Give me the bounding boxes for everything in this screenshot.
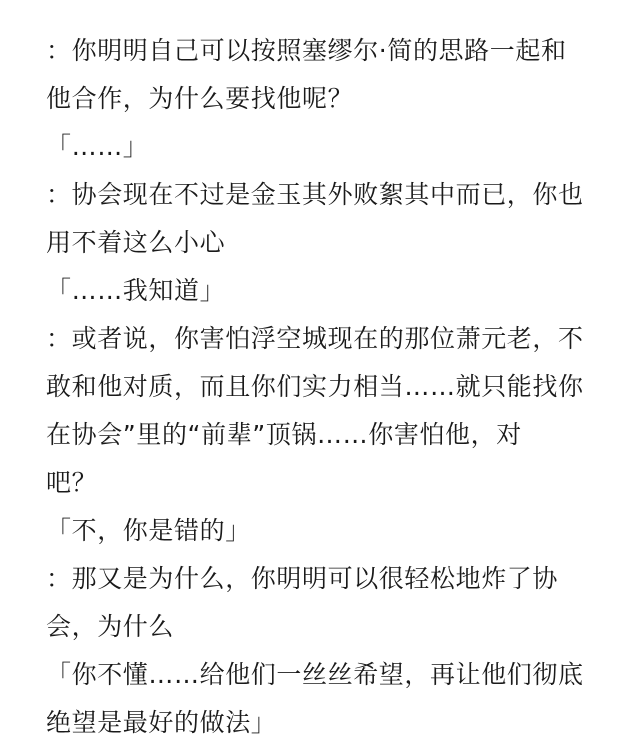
dialogue-line: 「你不懂……给他们一丝丝希望，再让他们彻底 [46, 660, 584, 689]
dialogue-line: 「……」 [46, 132, 149, 161]
dialogue-line: 在协会”里的“前辈”顶锅……你害怕他，对 [46, 420, 522, 449]
dialogue-line: 吧？ [46, 468, 98, 497]
dialogue-line: 「……我知道」 [46, 276, 226, 305]
dialogue-line: 「不，你是错的」 [46, 516, 251, 545]
dialogue-line: 绝望是最好的做法」 [46, 708, 277, 737]
dialogue-line: ：你明明自己可以按照塞缪尔·简的思路一起和 [46, 36, 567, 65]
dialogue-line: ：那又是为什么，你明明可以很轻松地炸了协 [46, 564, 559, 593]
dialogue-line: ：协会现在不过是金玉其外败絮其中而已，你也 [46, 180, 584, 209]
dialogue-line: 会，为什么 [46, 612, 175, 641]
dialogue-line: ：或者说，你害怕浮空城现在的那位萧元老，不 [46, 324, 584, 353]
dialogue-line: 用不着这么小心 [46, 228, 226, 257]
dialogue-line: 他合作，为什么要找他呢？ [46, 84, 354, 113]
dialogue-line: 敢和他对质，而且你们实力相当……就只能找你 [46, 372, 584, 401]
